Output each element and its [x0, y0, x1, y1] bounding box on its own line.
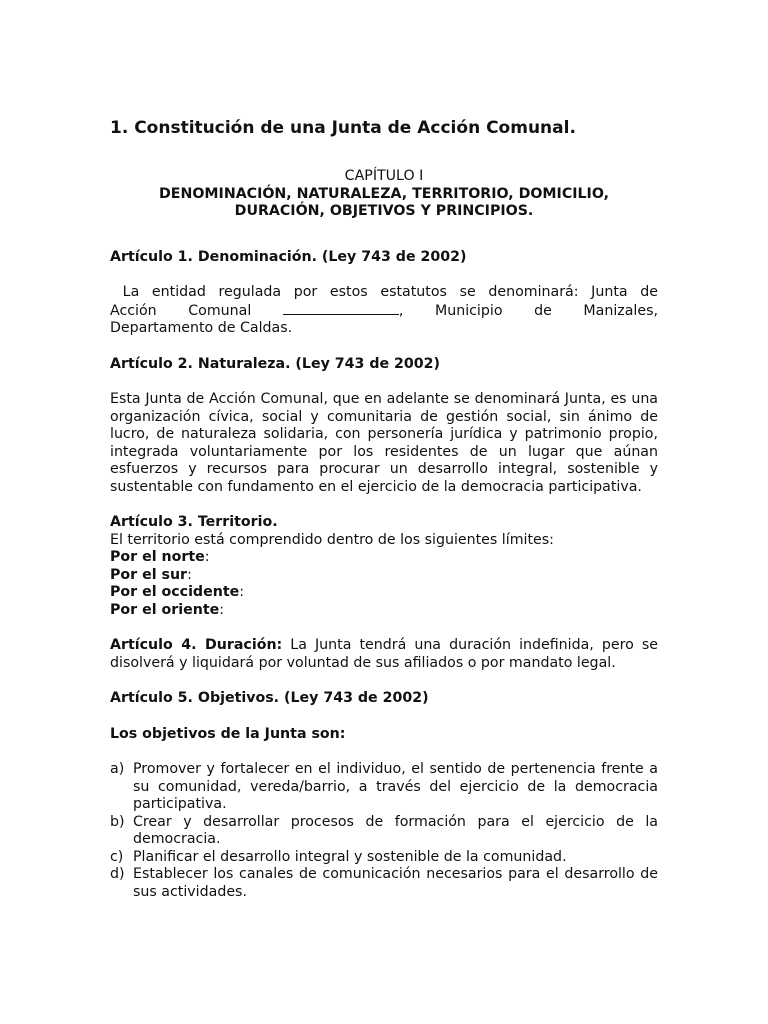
- article-1-line-3: Departamento de Caldas.: [110, 320, 293, 336]
- list-item-text: Crear y desarrollar procesos de formación para el ejercicio de la democracia.: [133, 813, 658, 847]
- article-1-text-a: Acción Comunal: [110, 302, 283, 319]
- article-4-body: La Junta tendrá una duración indefinida, pero se disolverá y liquidará por voluntad de sus afiliados o por mandato legal.: [110, 637, 658, 671]
- limit-north-label: Por el norte: [110, 549, 205, 565]
- list-item: [110, 814, 658, 849]
- limit-south: Por el sur:: [110, 566, 192, 583]
- limit-west-label: Por el occidente: [110, 584, 240, 600]
- list-item: [110, 866, 658, 901]
- limit-east-label: Por el oriente: [110, 601, 220, 618]
- article-1-body: [110, 284, 658, 338]
- name-blank-line: [283, 302, 399, 315]
- article-4: [110, 637, 658, 672]
- article-2-body: Esta Junta de Acción Comunal, que en adelante se denominará Junta, es una organización cívica, social y comunitaria de gestión social, sin ánimo de lucro, de naturaleza solidaria, con personería jurídica y patrimonio propio, integrada voluntariamente por los residentes de un lugar que aúnan esfuerzos y recursos para procurar un desarrollo integral, sostenible y sustentable con fundamento en el ejercicio de la democracia participativa.: [110, 391, 658, 495]
- article-1-heading: Artículo 1. Denominación. (Ley 743 de 2002): [110, 248, 467, 265]
- article-4-heading: Artículo 4. Duración:: [110, 637, 283, 653]
- list-marker: b): [110, 813, 125, 830]
- article-1-line-1: La entidad regulada por estos estatutos se denominará: Junta de: [110, 284, 658, 300]
- limit-south-label: Por el sur: [110, 566, 188, 583]
- list-item: [110, 849, 658, 867]
- article-3-heading: Artículo 3. Territorio.: [110, 514, 278, 530]
- list-marker: c): [110, 848, 124, 865]
- article-1-line-2: [110, 302, 658, 321]
- objectives-subheading: Los objetivos de la Junta son:: [110, 725, 346, 742]
- list-marker: d): [110, 866, 125, 882]
- article-5-heading: Artículo 5. Objetivos. (Ley 743 de 2002): [110, 690, 429, 706]
- document-body: [110, 117, 658, 901]
- chapter-title-line-2: DURACIÓN, OBJETIVOS Y PRINCIPIOS.: [234, 203, 534, 219]
- document-title: 1. Constitución de una Junta de Acción Comunal.: [110, 118, 576, 138]
- list-item-text: Planificar el desarrollo integral y sostenible de la comunidad.: [133, 848, 567, 865]
- chapter-label: CAPÍTULO I: [344, 168, 424, 184]
- limit-west: Por el occidente:: [110, 584, 244, 600]
- objectives-list: [110, 761, 658, 901]
- article-1-text-b: , Municipio de Manizales,: [398, 302, 658, 319]
- list-marker: a): [110, 761, 125, 777]
- limit-east: Por el oriente:: [110, 601, 225, 618]
- article-3-intro: El territorio está comprendido dentro de los siguientes límites:: [110, 531, 554, 548]
- limit-north: Por el norte:: [110, 549, 210, 565]
- list-item-text: Establecer los canales de comunicación necesarios para el desarrollo de sus actividades.: [133, 866, 658, 900]
- list-item: [110, 761, 658, 814]
- chapter-title-line-1: DENOMINACIÓN, NATURALEZA, TERRITORIO, DOMICILIO,: [159, 185, 609, 202]
- article-2-heading: Artículo 2. Naturaleza. (Ley 743 de 2002): [110, 355, 441, 372]
- list-item-text: Promover y fortalecer en el individuo, el sentido de pertenencia frente a su comunidad, vereda/barrio, a través del ejercicio de la democracia participativa.: [133, 761, 658, 812]
- chapter-heading: [110, 168, 658, 221]
